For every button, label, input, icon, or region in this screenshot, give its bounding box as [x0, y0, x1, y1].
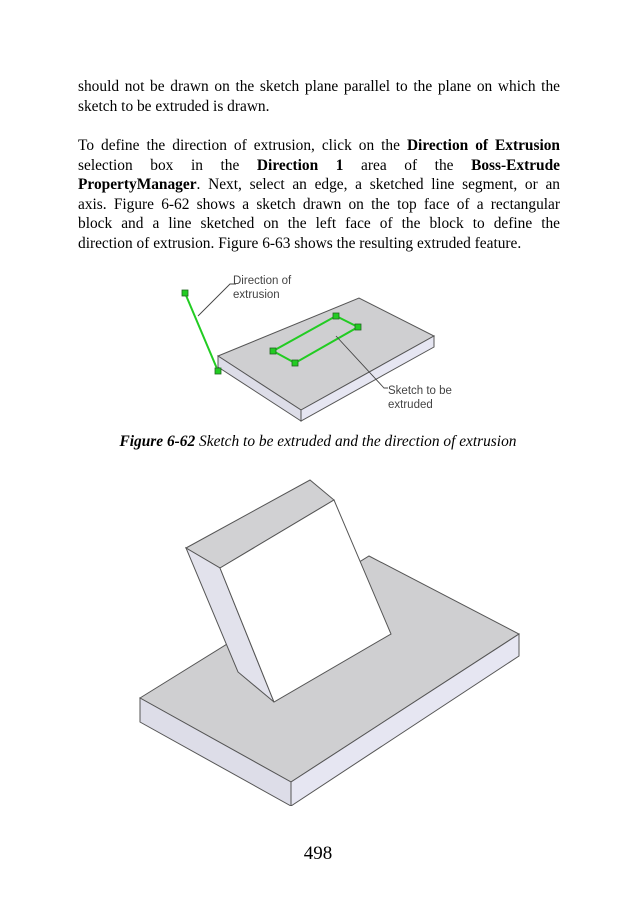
- paragraph-direction: [78, 136, 560, 254]
- extrusion-direction-line: [185, 293, 218, 371]
- figure-caption-label: Figure 6-62: [119, 433, 196, 450]
- page-number: 498: [303, 843, 333, 864]
- paragraph-direction-line-4: axis. Figure 6-62 shows a sketch drawn on the top face of a rectangular: [78, 195, 560, 213]
- text-run: To define the direction of extrusion, click on the: [78, 137, 407, 154]
- bold-term-boss-extrude: Boss-Extrude: [471, 156, 560, 174]
- direction-callout-leader: [198, 284, 236, 316]
- bold-term-propertymanager: PropertyManager: [78, 176, 197, 194]
- figure-6-63-illustration: [136, 476, 520, 806]
- paragraph-direction-line-1: [78, 136, 560, 156]
- sketch-callout-label-line-1: Sketch to be: [388, 385, 452, 397]
- paragraph-intro-line-2: sketch to be extruded is drawn.: [78, 97, 270, 115]
- paragraph-direction-line-2: [78, 156, 560, 176]
- direction-callout-label-line-1: Direction of: [233, 275, 292, 287]
- sketch-callout-label-line-2: extruded: [388, 399, 433, 411]
- sketch-vertex: [292, 360, 298, 366]
- sketch-vertex: [270, 348, 276, 354]
- bold-term-direction-1: Direction 1: [256, 156, 344, 174]
- paragraph-direction-line-6: direction of extrusion. Figure 6-63 shows the resulting extruded feature.: [78, 234, 522, 252]
- text-run: selection box in the: [78, 156, 257, 174]
- text-run: . Next, select an edge, a sketched line segment, or an: [196, 176, 560, 194]
- direction-line-endpoint-bottom: [215, 368, 221, 374]
- figure-6-62-illustration: [176, 268, 466, 428]
- figure-6-62-caption: [0, 433, 636, 451]
- text-run: area of the: [343, 156, 472, 174]
- bold-term-direction-of-extrusion: Direction of Extrusion: [406, 137, 560, 154]
- figure-caption-text: Sketch to be extruded and the direction of extrusion: [195, 433, 517, 450]
- sketch-vertex: [333, 313, 339, 319]
- paragraph-intro-line-1: should not be drawn on the sketch plane parallel to the plane on which the: [78, 78, 560, 95]
- paragraph-direction-line-3: [78, 175, 560, 195]
- direction-line-endpoint-top: [182, 290, 188, 296]
- sketch-vertex: [355, 324, 361, 330]
- direction-callout-label-line-2: extrusion: [233, 289, 280, 301]
- paragraph-intro: [78, 77, 560, 116]
- paragraph-direction-line-5: block and a line sketched on the left face of the block to define the: [78, 215, 560, 233]
